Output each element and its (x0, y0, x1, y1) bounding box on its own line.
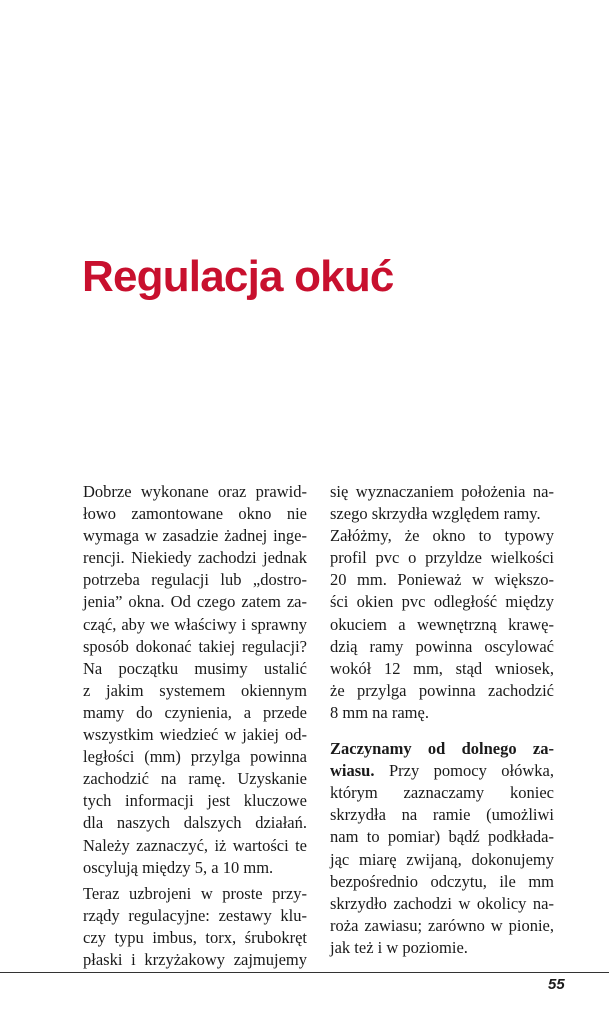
text-line: roża zawiasu; zarówno w pionie, (330, 915, 554, 935)
text-line: cząć, aby we właściwy i sprawny (83, 614, 307, 634)
text-line: Teraz uzbrojeni w proste przy- (83, 883, 307, 903)
paragraph (330, 738, 554, 959)
text-line: Należy zaznaczyć, iż wartości te (83, 835, 307, 855)
text-line: mamy do czynienia, a przede (83, 702, 307, 722)
text-line: zachodzić na ramę. Uzyskanie (83, 769, 307, 789)
text-line: Dobrze wykonane oraz prawid- (83, 482, 307, 501)
text-line: 8 mm na ramę. (330, 702, 429, 722)
text-line: dzią ramy powinna oscylować (330, 636, 554, 656)
text-line: jenia” okna. Od czego zatem za- (83, 592, 307, 612)
text-line: dla naszych dalszych działań. (83, 813, 307, 833)
text-line: tych informacji jest kluczowe (83, 791, 307, 811)
text-line: szego skrzydła względem ramy. (330, 504, 541, 524)
text-line: rencji. Niekiedy zachodzi jednak (83, 548, 307, 568)
paragraph (330, 481, 554, 724)
text-line: się wyznaczaniem położenia na- (330, 482, 554, 501)
right-column (330, 481, 554, 959)
text-line: ległości (mm) przylga powinna (83, 747, 307, 767)
text-line: nam to pomiar) bądź podkłada- (330, 827, 554, 847)
text-line (330, 738, 554, 760)
text-line: okuciem a wewnętrzną krawę- (330, 614, 554, 634)
text-line: oscylują między 5, a 10 mm. (83, 857, 274, 877)
text-line: wymaga w zasadzie żadnej inge- (83, 526, 307, 546)
text-line: sposób dokonać takiej regulacji? (83, 636, 307, 656)
left-column (83, 481, 307, 971)
text-line: wszystkim wiedzieć w jakiej od- (83, 725, 307, 745)
text-line: Na początku musimy ustalić (83, 658, 307, 678)
text-line: rządy regulacyjne: zestawy klu- (83, 905, 307, 925)
text-line: jąc miarę zwijaną, dokonujemy (330, 849, 554, 869)
text-line: czy typu imbus, torx, śrubokręt (83, 927, 307, 947)
text-line: skrzydło zachodzi w okolicy na- (330, 893, 554, 913)
text-line: jak też i w poziomie. (330, 937, 468, 957)
text-line: skrzydła na ramie (umożliwi (330, 805, 554, 825)
text-line: profil pvc o przyldze wielkości (330, 548, 554, 568)
text-line: ści okien pvc odległość między (330, 592, 554, 612)
paragraph (83, 883, 307, 971)
text-run: Przy pomocy ołówka, (374, 761, 554, 781)
text-line: którym zaznaczamy koniec (330, 783, 554, 803)
text-line: 20 mm. Ponieważ w większo- (330, 570, 554, 590)
page-title: Regulacja okuć (82, 252, 394, 301)
text-line: Załóżmy, że okno to typowy (330, 526, 554, 546)
text-line: z jakim systemem okiennym (83, 680, 307, 700)
text-line: wokół 12 mm, stąd wniosek, (330, 658, 554, 678)
bold-heading: wiasu. (330, 761, 375, 781)
text-line: że przylga powinna zachodzić (330, 680, 554, 700)
text-line: łowo zamontowane okno nie (83, 504, 307, 524)
bold-heading: Zaczynamy od dolnego za- (330, 739, 554, 759)
footer-rule (0, 972, 609, 973)
text-line: potrzeba regulacji lub „dostro- (83, 570, 307, 590)
text-line (330, 760, 554, 782)
page-number: 55 (548, 976, 565, 993)
text-line: bezpośrednio odczytu, ile mm (330, 871, 554, 891)
paragraph (83, 481, 307, 879)
text-line: płaski i krzyżakowy zajmujemy (83, 949, 307, 969)
